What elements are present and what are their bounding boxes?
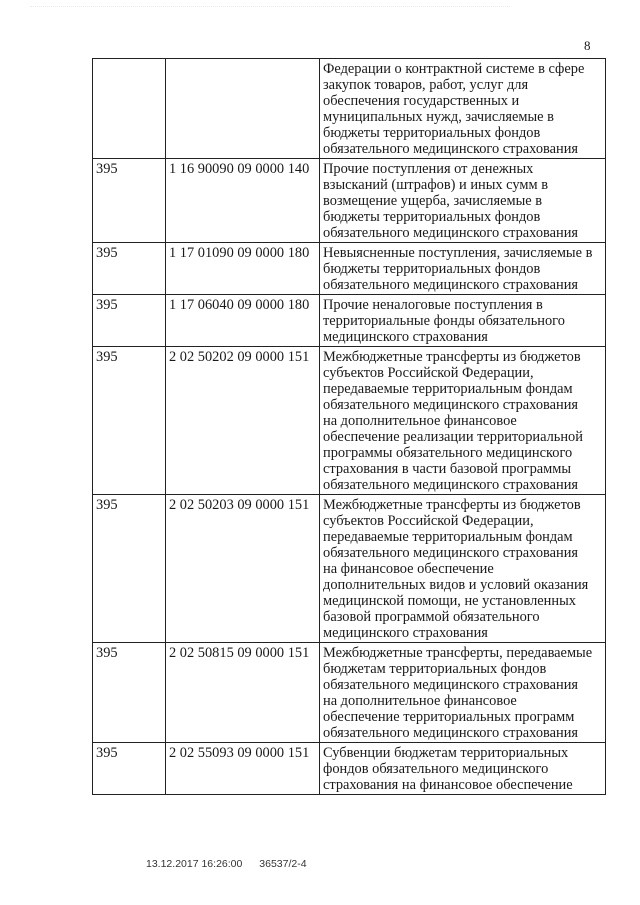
description-cell [320, 347, 606, 495]
description-cell [320, 243, 606, 295]
footer-datetime: 13.12.2017 16:26:00 [146, 858, 243, 870]
budget-code-cell [166, 59, 320, 159]
description-line: закупок товаров, работ, услуг для [323, 77, 529, 93]
table-body [93, 59, 606, 795]
admin-code-cell [93, 59, 166, 159]
description-line: обязательного медицинского страхования [323, 725, 579, 741]
description-line: медицинской помощи, не установленных [323, 593, 576, 609]
scan-artifact [30, 6, 510, 8]
description-line: бюджеты территориальных фондов [323, 125, 541, 141]
description-line: территориальные фонды обязательного [323, 313, 565, 329]
description-line: взысканий (штрафов) и иных сумм в [323, 177, 548, 193]
description-line: обязательного медицинского страхования [323, 277, 579, 293]
description-cell [320, 743, 606, 795]
description-line: Невыясненные поступления, зачисляемые в [323, 245, 593, 261]
description-cell [320, 159, 606, 243]
description-line: бюджетам территориальных фондов [323, 661, 547, 677]
budget-code-cell: 2 02 55093 09 0000 151 [166, 743, 320, 795]
table-row [93, 495, 606, 643]
budget-code-cell: 1 16 90090 09 0000 140 [166, 159, 320, 243]
footer-document-id: 36537/2-4 [259, 858, 307, 870]
table-row [93, 743, 606, 795]
description-line: фондов обязательного медицинского [323, 761, 549, 777]
description-line: бюджеты территориальных фондов [323, 209, 541, 225]
description-line: субъектов Российской Федерации, [323, 365, 534, 381]
description-line: Прочие неналоговые поступления в [323, 297, 543, 313]
description-cell [320, 495, 606, 643]
budget-code-cell: 1 17 01090 09 0000 180 [166, 243, 320, 295]
description-line: обязательного медицинского страхования [323, 397, 579, 413]
budget-code-cell: 2 02 50815 09 0000 151 [166, 643, 320, 743]
description-line: Межбюджетные трансферты, передаваемые [323, 645, 593, 661]
budget-code-cell: 1 17 06040 09 0000 180 [166, 295, 320, 347]
description-cell [320, 59, 606, 159]
description-line: обеспечение территориальных программ [323, 709, 575, 725]
description-line: обеспечение реализации территориальной [323, 429, 583, 445]
description-line: страхования в части базовой программы [323, 461, 572, 477]
description-line: медицинского страхования [323, 625, 488, 641]
admin-code-cell: 395 [93, 295, 166, 347]
description-line: бюджеты территориальных фондов [323, 261, 541, 277]
admin-code-cell: 395 [93, 643, 166, 743]
table-row [93, 159, 606, 243]
admin-code-cell: 395 [93, 159, 166, 243]
budget-code-cell: 2 02 50203 09 0000 151 [166, 495, 320, 643]
description-line: Прочие поступления от денежных [323, 161, 534, 177]
description-line: Федерации о контрактной системе в сфере [323, 61, 585, 77]
description-line: на дополнительное финансовое [323, 693, 517, 709]
description-line: обязательного медицинского страхования [323, 141, 579, 157]
budget-classification-table [92, 58, 606, 795]
admin-code-cell: 395 [93, 347, 166, 495]
table-row [93, 243, 606, 295]
description-cell [320, 643, 606, 743]
description-line: базовой программой обязательного [323, 609, 540, 625]
table-row [93, 643, 606, 743]
description-line: на финансовое обеспечение [323, 561, 494, 577]
description-line: обязательного медицинского страхования [323, 677, 579, 693]
page-number: 8 [584, 38, 591, 53]
description-line: передаваемые территориальным фондам [323, 529, 573, 545]
admin-code-cell: 395 [93, 243, 166, 295]
description-line: медицинского страхования [323, 329, 488, 345]
table-row [93, 347, 606, 495]
description-line: обязательного медицинского страхования [323, 477, 579, 493]
footer-stamp [146, 858, 307, 870]
table-row [93, 295, 606, 347]
description-line: Межбюджетные трансферты из бюджетов [323, 497, 581, 513]
description-line: обеспечения государственных и [323, 93, 520, 109]
description-line: обязательного медицинского страхования [323, 545, 579, 561]
description-line: муниципальных нужд, зачисляемые в [323, 109, 554, 125]
description-line: на дополнительное финансовое [323, 413, 517, 429]
description-line: обязательного медицинского страхования [323, 225, 579, 241]
description-line: программы обязательного медицинского [323, 445, 573, 461]
description-line: дополнительных видов и условий оказания [323, 577, 589, 593]
description-line: Межбюджетные трансферты из бюджетов [323, 349, 581, 365]
description-line: передаваемые территориальным фондам [323, 381, 573, 397]
description-line: Субвенции бюджетам территориальных [323, 745, 569, 761]
admin-code-cell: 395 [93, 495, 166, 643]
description-line: субъектов Российской Федерации, [323, 513, 534, 529]
description-line: возмещение ущерба, зачисляемые в [323, 193, 543, 209]
budget-code-cell: 2 02 50202 09 0000 151 [166, 347, 320, 495]
description-line: страхования на финансовое обеспечение [323, 777, 573, 793]
description-cell [320, 295, 606, 347]
table-row [93, 59, 606, 159]
admin-code-cell: 395 [93, 743, 166, 795]
